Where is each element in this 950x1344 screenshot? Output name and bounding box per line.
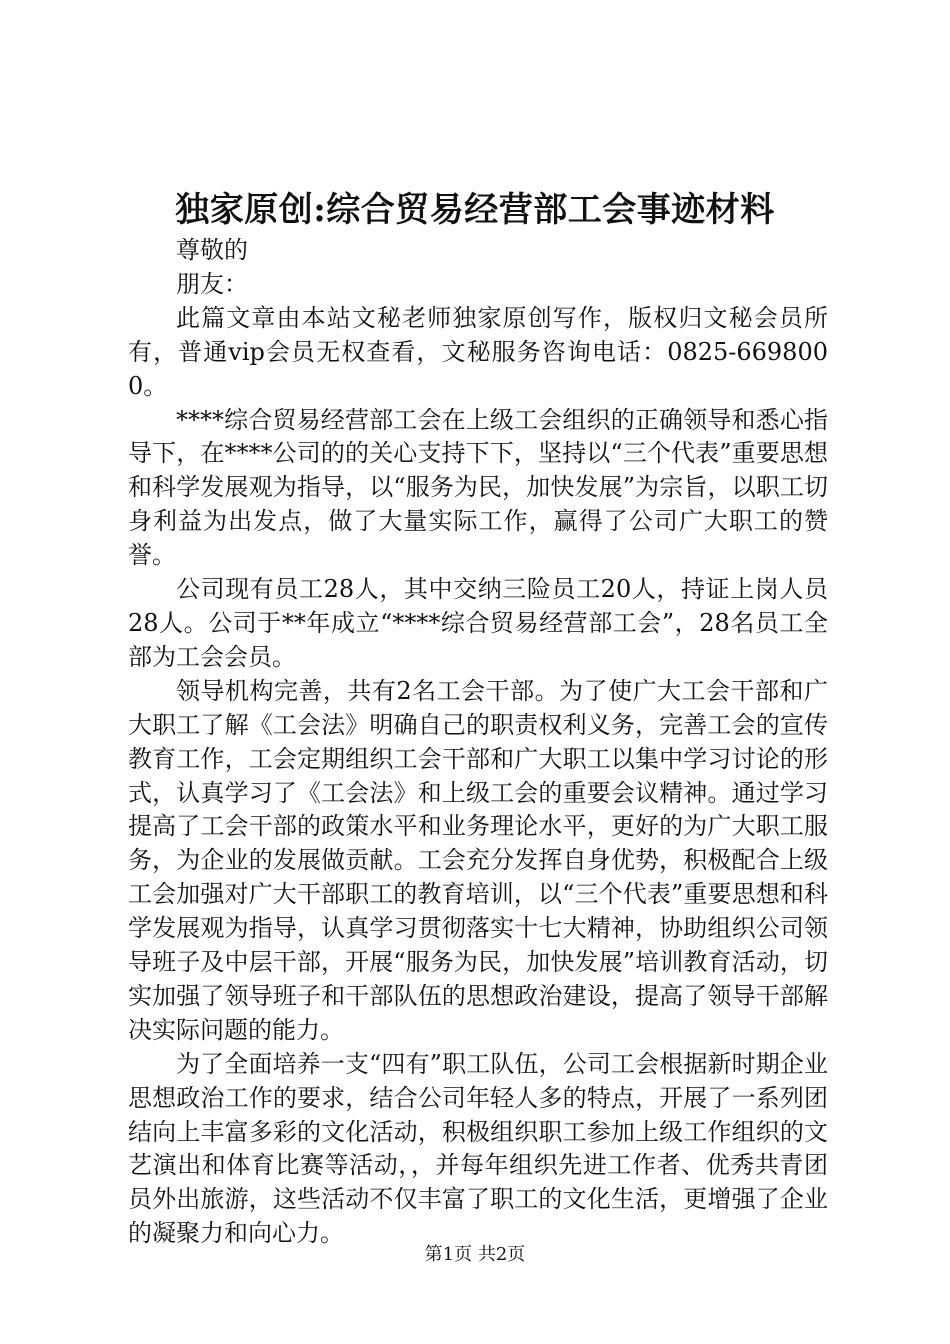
page-number-footer: 第1页 共2页 bbox=[424, 1244, 526, 1265]
salutation-line: 朋友： bbox=[176, 269, 248, 298]
salutation-line: 尊敬的 bbox=[176, 236, 248, 264]
body-paragraph: 公司现有员工28人，其中交纳三险员工20人，持证上岗人员28人。公司于**年成立“****综合贸易经营部工会”，28名员工全部为工会会员。 bbox=[128, 575, 828, 671]
body-paragraph: 为了全面培养一支“四有”职工队伍，公司工会根据新时期企业思想政治工作的要求，结合公司年轻人多的特点，开展了一系列团结向上丰富多彩的文化活动，积极组织职工参加上级工作组织的文艺演出和体育比赛等活动，，并每年组织先进工作者、优秀共青团员外出旅游，这些活动不仅丰富了职工的文化生活，更增强了企业的凝聚力和向心力。 bbox=[128, 1049, 828, 1248]
body-paragraph: ****综合贸易经营部工会在上级工会组织的正确领导和悉心指导下，在****公司的的关心支持下下，坚持以“三个代表”重要思想和科学发展观为指导，以“服务为民，加快发展”为宗旨，以职工切身利益为出发点，做了大量实际工作，赢得了公司广大职工的赞誉。 bbox=[128, 405, 828, 570]
document-body bbox=[128, 234, 828, 1251]
body-paragraph: 此篇文章由本站文秘老师独家原创写作，版权归文秘会员所有，普通vip会员无权查看，文秘服务咨询电话：0825-6698000。 bbox=[128, 303, 828, 400]
document-title: 独家原创:综合贸易经营部工会事迹材料 bbox=[175, 190, 775, 230]
body-paragraph: 领导机构完善，共有2名工会干部。为了使广大工会干部和广大职工了解《工会法》明确自己的职责权利义务，完善工会的宣传教育工作，工会定期组织工会干部和广大职工以集中学习讨论的形式，认真学习了《工会法》和上级工会的重要会议精神。通过学习提高了工会干部的政策水平和业务理论水平，更好的为广大职工服务，为企业的发展做贡献。工会充分发挥自身优势，积极配合上级工会加强对广大干部职工的教育培训，以“三个代表”重要思想和科学发展观为指导，认真学习贯彻落实十七大精神，协助组织公司领导班子及中层干部，开展“服务为民，加快发展”培训教育活动，切实加强了领导班子和干部队伍的思想政治建设，提高了领导干部解决实际问题的能力。 bbox=[128, 676, 828, 1044]
